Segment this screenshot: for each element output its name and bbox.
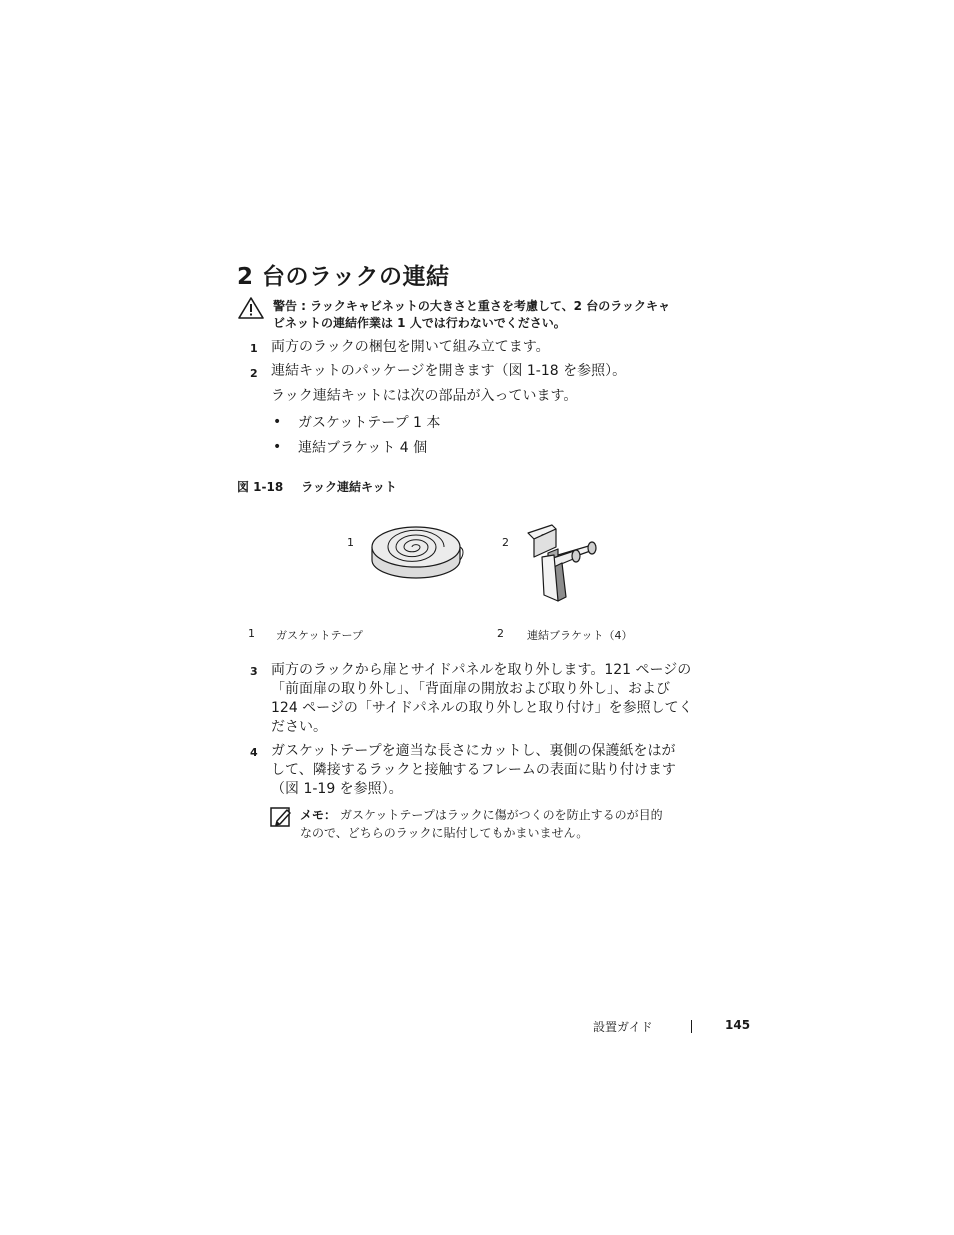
coupling-bracket-icon <box>528 525 596 601</box>
step-number: 1 <box>250 342 258 355</box>
step-text: ガスケットテープを適当な長さにカットし、裏側の保護紙をはが <box>271 743 676 759</box>
note-line: なので、どちらのラックに貼付してもかまいません。 <box>300 826 589 840</box>
legend-number: 2 <box>497 627 504 640</box>
bullet-item: 連結ブラケット 4 個 <box>298 440 428 456</box>
figure-caption <box>237 478 397 495</box>
figure-title: ラック連結キット <box>301 480 397 494</box>
note-label: メモ： <box>300 808 337 822</box>
pencil-note-icon <box>270 806 292 828</box>
bullet-icon: • <box>273 439 282 455</box>
warning-line: ビネットの連結作業は 1 人では行わないでください。 <box>273 316 566 330</box>
legend-label: 連結ブラケット（4） <box>527 629 633 642</box>
note-line: ガスケットテープはラックに傷がつくのを防止するのが目的 <box>340 808 663 822</box>
step-sub-text: ラック連結キットには次の部品が入っています。 <box>271 388 578 404</box>
step-number: 2 <box>250 367 258 380</box>
bullet-item: ガスケットテープ 1 本 <box>298 415 441 431</box>
warning-line: 警告 : ラックキャビネットの大きさと重さを考慮して、2 台のラックキャ <box>273 299 670 313</box>
figure-label: 図 1-18 <box>237 480 284 494</box>
note-text <box>300 806 740 842</box>
section-title: 2 台のラックの連結 <box>237 264 450 290</box>
rack-kit-illustration <box>330 515 620 610</box>
step-text: （図 1-19 を参照）。 <box>271 781 403 797</box>
gasket-tape-roll-icon <box>372 527 463 578</box>
step-text: 両方のラックの梱包を開いて組み立てます。 <box>271 339 550 355</box>
legend-number: 1 <box>248 627 255 640</box>
legend-label: ガスケットテープ <box>276 629 363 642</box>
footer-section-name: 設置ガイド <box>593 1020 653 1034</box>
bullet-icon: • <box>273 414 282 430</box>
callout-2: 2 <box>502 536 509 549</box>
step-text: ださい。 <box>271 719 327 735</box>
callout-1: 1 <box>347 536 354 549</box>
step-number: 4 <box>250 746 258 759</box>
warning-triangle-icon <box>237 296 265 320</box>
step-text: 124 ページの「サイドパネルの取り外しと取り付け」を参照してく <box>271 700 693 716</box>
warning-text <box>273 298 743 332</box>
step-text: 両方のラックから扉とサイドパネルを取り外します。121 ページの <box>271 662 692 678</box>
step-number: 3 <box>250 665 258 678</box>
footer-separator <box>691 1020 692 1033</box>
page-number: 145 <box>725 1018 751 1032</box>
step-text: 「前面扉の取り外し」、「背面扉の開放および取り外し」、および <box>271 681 670 697</box>
step-text: して、隣接するラックと接触するフレームの表面に貼り付けます <box>271 762 676 778</box>
step-text: 連結キットのパッケージを開きます（図 1-18 を参照）。 <box>271 363 627 379</box>
